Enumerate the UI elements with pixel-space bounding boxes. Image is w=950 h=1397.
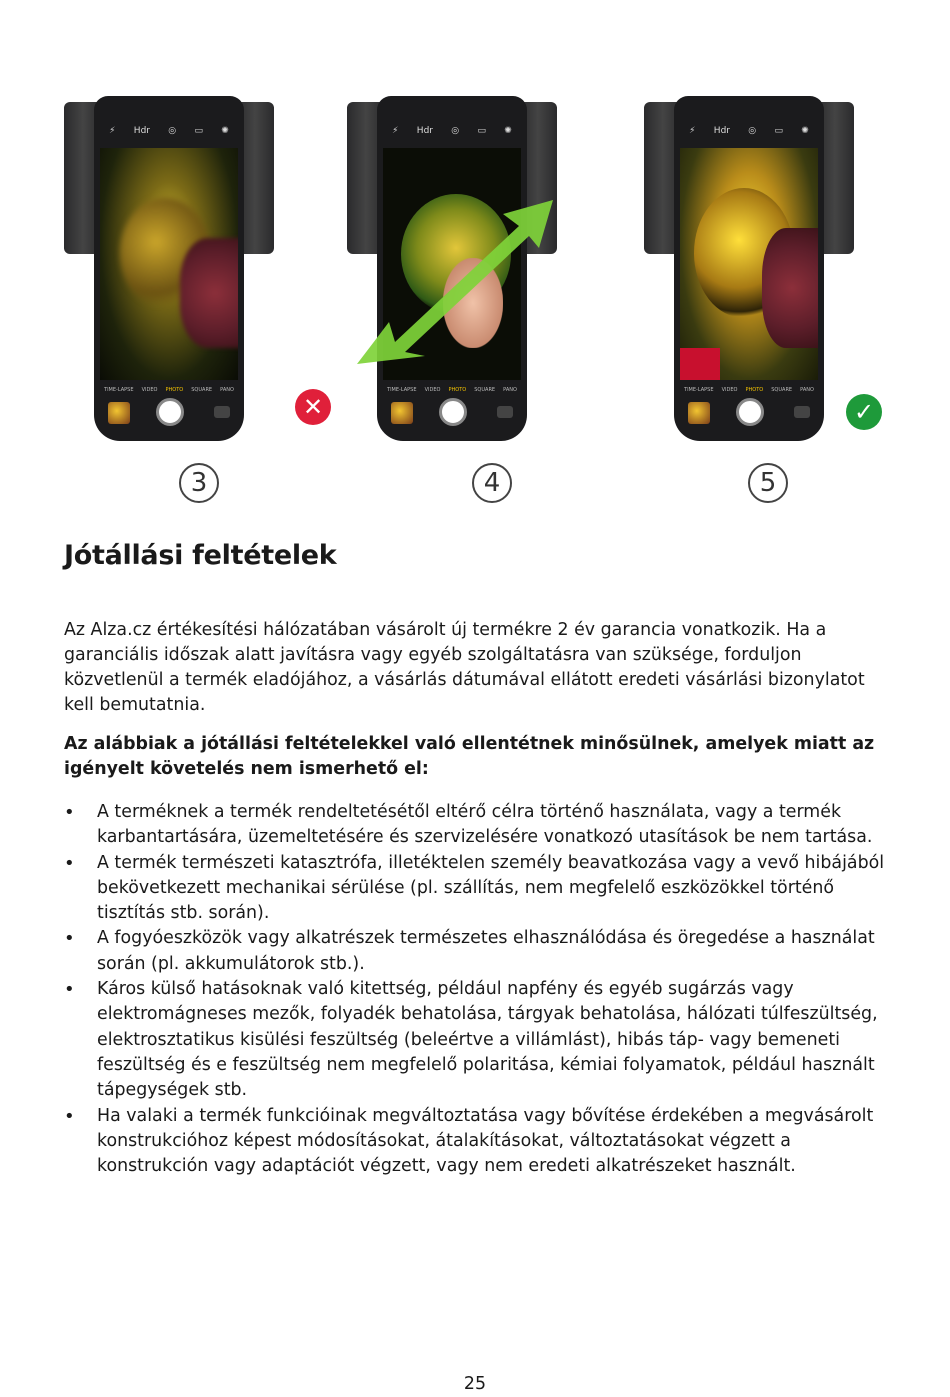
warranty-intro: Az Alza.cz értékesítési hálózatában vásárolt új termékre 2 év garancia vonatkozik. Ha a garanciális időszak alatt javításra vagy egyéb szolgáltatásra van szüksége, forduljon közvetlenül a termék eladójához, a vásárlás dátumával ellátott eredeti vásárlási bizonylatot kell bemutatnia. — [64, 620, 865, 715]
list-item: • Káros külső hatásoknak való kitettség, például napfény és egyéb sugárzás vagy elektromágneses mezők, folyadék behatolása, tárgyak behatolása, hálózati túlfeszültség, elektrosztatikus kisülési feszültség (beleértve a villámlást), hibás táp- vagy bemeneti feszültség és e feszültség nem megfelelő polaritása, kémiai folyamatok, például használt tápegységek stb. — [64, 977, 894, 1103]
hdr-label: Hdr — [133, 126, 150, 136]
list-item: • A termék természeti katasztrófa, illetéktelen személy beavatkozása vagy a vevő hibájából bekövetkezett mechanikai sérülése (pl. szállítás, nem megfelelő eszközökkel történő tisztítás stb. során). — [64, 851, 894, 927]
phone-step-5 — [644, 96, 854, 441]
camera-topbar — [680, 122, 818, 140]
gallery-thumbnail — [688, 402, 710, 424]
filter-icon: ✺ — [801, 126, 809, 136]
page-number: 25 — [463, 1374, 487, 1394]
filter-icon: ✺ — [504, 126, 512, 136]
flash-icon: ⚡ — [689, 126, 696, 136]
flower-image — [180, 238, 238, 348]
hdr-label: Hdr — [416, 126, 433, 136]
macro-lens-steps-figure — [64, 66, 886, 514]
shutter-button — [156, 398, 184, 426]
shutter-button — [439, 398, 467, 426]
camera-topbar — [100, 122, 238, 140]
camera-flip-icon — [497, 406, 513, 418]
flower-image — [762, 228, 818, 348]
checkmark-icon: ✓ — [846, 394, 882, 430]
phone-step-3 — [64, 96, 274, 441]
camera-flip-icon — [794, 406, 810, 418]
camera-flip-icon — [214, 406, 230, 418]
red-petal — [680, 348, 720, 380]
conditions-intro: Az alábbiak a jótállási feltételekkel való ellentétnek minősülnek, amelyek miatt az igényelt követelés nem ismerhető el: — [64, 734, 875, 779]
step-number-5: 5 — [748, 463, 788, 503]
filter-icon: ✺ — [221, 126, 229, 136]
conditions-list — [64, 800, 894, 1179]
x-mark-icon: ✕ — [295, 389, 331, 425]
camera-preview-sharp — [680, 148, 818, 380]
gallery-thumbnail — [108, 402, 130, 424]
timer-icon: ◎ — [451, 126, 460, 136]
ratio-icon: ▭ — [774, 126, 783, 136]
camera-topbar — [383, 122, 521, 140]
list-item: • Ha valaki a termék funkcióinak megváltoztatása vagy bővítése érdekében a megvásárolt konstrukcióhoz képest módosításokat, átalakításokat, változtatásokat végzett a konstrukción vagy adaptációt végzett, vagy nem eredeti alkatrészeket használt. — [64, 1104, 894, 1180]
camera-modes: TIME-LAPSE VIDEO PHOTO SQUARE PANO — [387, 387, 517, 393]
phone-step-4 — [347, 96, 557, 441]
step-number-3: 3 — [179, 463, 219, 503]
pinch-zoom-icon — [347, 174, 577, 374]
gallery-thumbnail — [391, 402, 413, 424]
timer-icon: ◎ — [748, 126, 757, 136]
shutter-button — [736, 398, 764, 426]
camera-modes: TIME-LAPSE VIDEO PHOTO SQUARE PANO — [104, 387, 234, 393]
warranty-heading: Jótállási feltételek — [64, 540, 337, 571]
hdr-label: Hdr — [713, 126, 730, 136]
ratio-icon: ▭ — [194, 126, 203, 136]
camera-modes: TIME-LAPSE VIDEO PHOTO SQUARE PANO — [684, 387, 814, 393]
list-item: • A fogyóeszközök vagy alkatrészek természetes elhasználódása és öregedése a használat során (pl. akkumulátorok stb.). — [64, 926, 894, 977]
flash-icon: ⚡ — [392, 126, 399, 136]
timer-icon: ◎ — [168, 126, 177, 136]
list-item: • A terméknek a termék rendeltetésétől eltérő célra történő használata, vagy a termék karbantartására, üzemeltetésére és szervizelésére vonatkozó utasítások be nem tartása. — [64, 800, 894, 851]
ratio-icon: ▭ — [477, 126, 486, 136]
step-number-4: 4 — [472, 463, 512, 503]
camera-preview-blurry — [100, 148, 238, 380]
flash-icon: ⚡ — [109, 126, 116, 136]
